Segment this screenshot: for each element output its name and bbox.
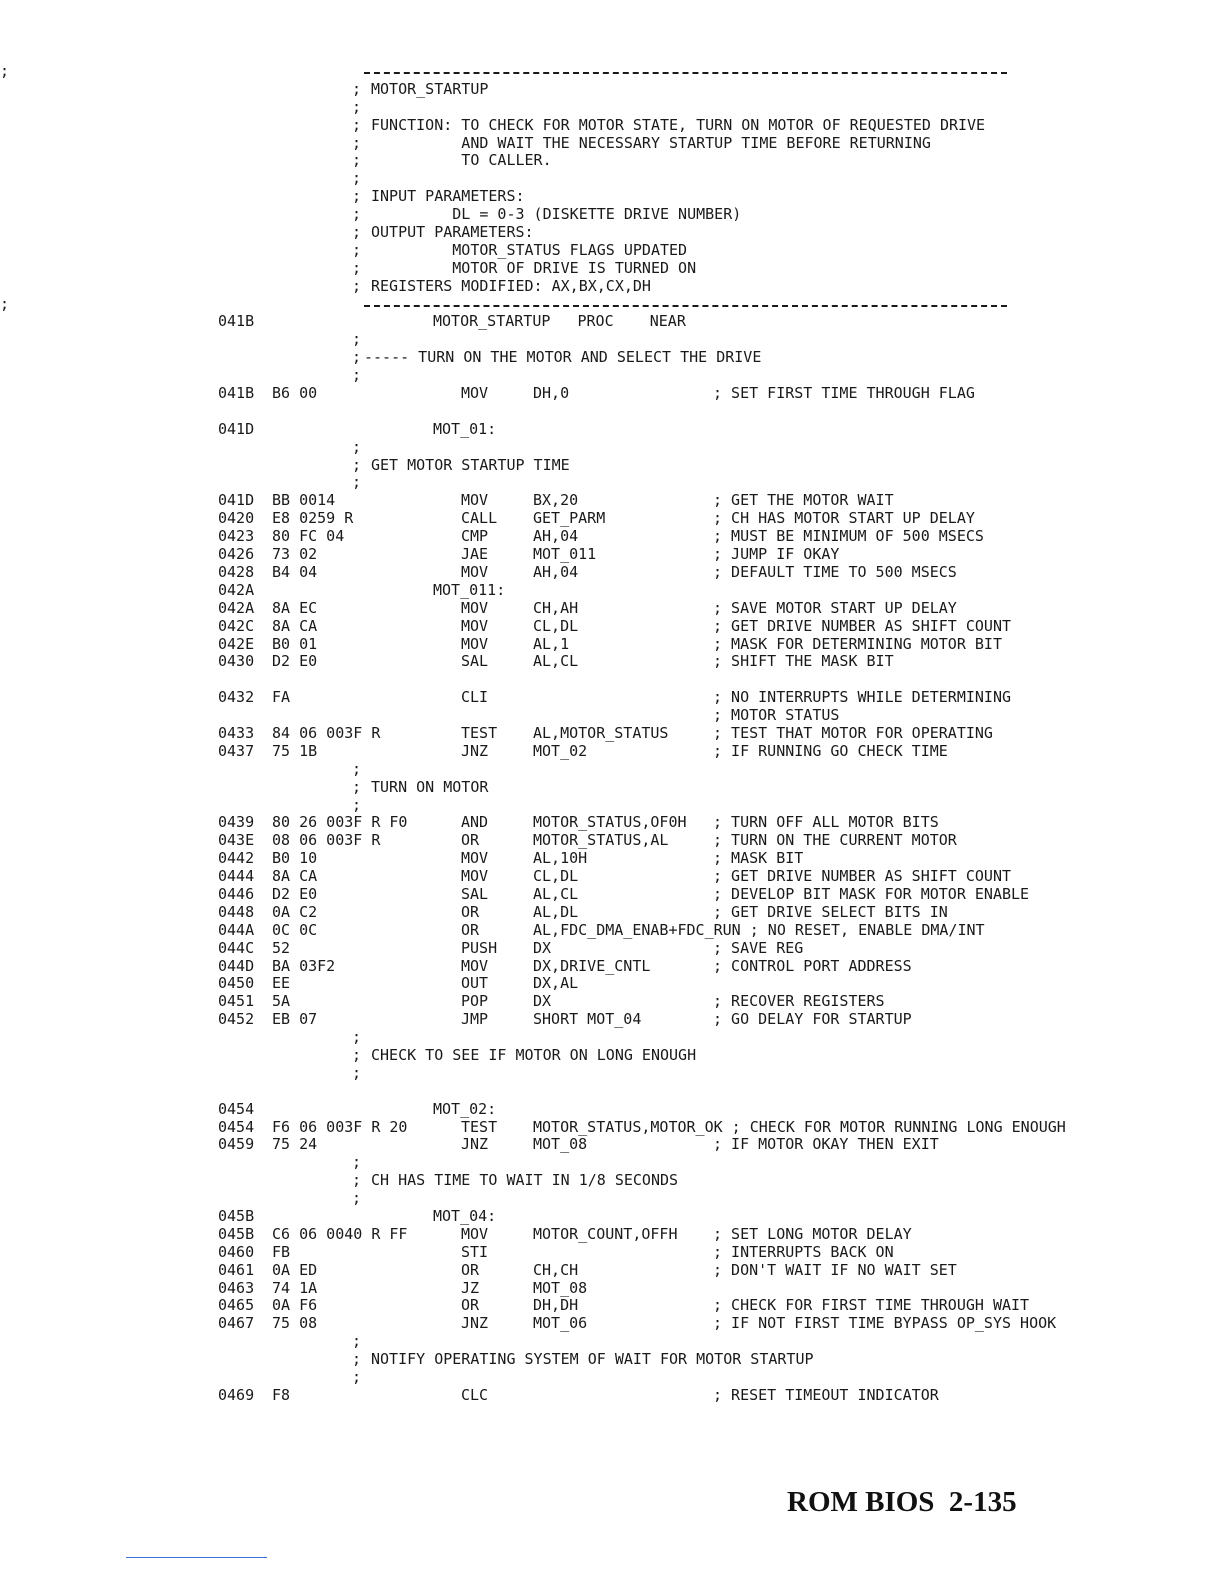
object-code: D2 E0 <box>272 884 318 903</box>
instruction-line <box>0 1262 1224 1280</box>
instruction-line <box>0 886 1224 904</box>
instruction-line <box>0 600 1224 618</box>
operand: AL,CL <box>533 884 579 903</box>
object-code: 8A CA <box>272 867 318 886</box>
address: 044D <box>218 956 255 975</box>
section-comment: ----- TURN ON THE MOTOR AND SELECT THE DRIVE <box>364 348 762 367</box>
address: 0428 <box>218 562 255 581</box>
mnemonic: MOV <box>461 491 489 510</box>
address: 0451 <box>218 992 255 1011</box>
instruction-line <box>0 546 1224 564</box>
address: 0460 <box>218 1242 255 1261</box>
instruction-line <box>0 618 1224 636</box>
section-comment: TURN ON MOTOR <box>371 777 489 796</box>
operand: AL,MOTOR_STATUS <box>533 723 669 742</box>
comment: ; GET DRIVE NUMBER AS SHIFT COUNT <box>713 867 1012 886</box>
label-line: 045B MOT_04: <box>218 1207 497 1225</box>
instruction-line <box>0 689 1224 707</box>
instruction-line <box>0 385 1224 403</box>
mnemonic: OR <box>461 902 480 921</box>
comment: ; GET DRIVE NUMBER AS SHIFT COUNT <box>713 616 1012 635</box>
address: 0444 <box>218 867 255 886</box>
mnemonic: JNZ <box>461 741 489 760</box>
object-code: 74 1A <box>272 1278 318 1297</box>
section-comment: CHECK TO SEE IF MOTOR ON LONG ENOUGH <box>371 1045 697 1064</box>
output-params-label: OUTPUT PARAMETERS: <box>371 223 534 242</box>
object-code: EB 07 <box>272 1010 318 1029</box>
operand: MOTOR_STATUS,AL <box>533 831 669 850</box>
mnemonic: JZ <box>461 1278 480 1297</box>
mnemonic: JNZ <box>461 1135 489 1154</box>
mnemonic: PUSH <box>461 938 498 957</box>
routine-title: MOTOR_STARTUP <box>371 79 489 98</box>
address: 045B <box>218 1224 255 1243</box>
operand: CH,AH <box>533 598 579 617</box>
mnemonic: MOV <box>461 956 489 975</box>
comment: ; CH HAS MOTOR START UP DELAY <box>713 509 975 528</box>
operand: DH,0 <box>533 384 570 403</box>
object-code: 0A ED <box>272 1260 318 1279</box>
comment: ; JUMP IF OKAY <box>713 545 840 564</box>
object-code: B6 00 <box>272 384 318 403</box>
instruction-line <box>0 832 1224 850</box>
address: 042C <box>218 616 255 635</box>
operand: AL,CL <box>533 652 579 671</box>
address: 0450 <box>218 974 255 993</box>
mnemonic: MOV <box>461 598 489 617</box>
address: 0448 <box>218 902 255 921</box>
instruction-line <box>0 707 1224 725</box>
section-comment: CH HAS TIME TO WAIT IN 1/8 SECONDS <box>371 1171 679 1190</box>
instruction-line <box>0 1119 1224 1137</box>
section-comment: NOTIFY OPERATING SYSTEM OF WAIT FOR MOTOR STARTUP <box>371 1350 814 1369</box>
instruction-line <box>0 850 1224 868</box>
dashed-separator: ; <box>0 63 1224 81</box>
address: 0432 <box>218 688 255 707</box>
address: 0452 <box>218 1010 255 1029</box>
instruction-line <box>0 743 1224 761</box>
comment: ; RECOVER REGISTERS <box>713 992 885 1011</box>
operand: MOTOR_STATUS,OF0H <box>533 813 687 832</box>
comment: ; GO DELAY FOR STARTUP <box>713 1010 912 1029</box>
object-code: 84 06 003F R <box>272 723 381 742</box>
mnemonic: JNZ <box>461 1314 489 1333</box>
object-code: BB 0014 <box>272 491 336 510</box>
address: 0459 <box>218 1135 255 1154</box>
instruction-line <box>0 510 1224 528</box>
mnemonic: CLI <box>461 688 489 707</box>
object-code: 08 06 003F R <box>272 831 381 850</box>
mnemonic: TEST <box>461 1117 498 1136</box>
operand: CL,DL <box>533 867 579 886</box>
address: 042E <box>218 634 255 653</box>
address: 0454 <box>218 1117 255 1136</box>
instruction-line <box>0 814 1224 832</box>
operand: SHORT MOT_04 <box>533 1010 642 1029</box>
instruction-line <box>0 564 1224 582</box>
mnemonic: OR <box>461 1260 480 1279</box>
label-line: 0454 MOT_02: <box>218 1099 497 1118</box>
instruction-line <box>0 940 1224 958</box>
mnemonic: MOV <box>461 562 489 581</box>
mnemonic: MOV <box>461 634 489 653</box>
address: 0446 <box>218 884 255 903</box>
mnemonic: OR <box>461 831 480 850</box>
function-line: TO CALLER. <box>371 151 552 170</box>
operand-with-comment: MOTOR_STATUS,MOTOR_OK ; CHECK FOR MOTOR RUNNING LONG ENOUGH <box>533 1117 1066 1136</box>
proc-line: 041B MOTOR_STARTUP PROC NEAR <box>218 312 686 331</box>
comment: ; DON'T WAIT IF NO WAIT SET <box>713 1260 957 1279</box>
object-code: B4 04 <box>272 562 318 581</box>
instruction-line <box>0 975 1224 993</box>
mnemonic: MOV <box>461 867 489 886</box>
address: 044C <box>218 938 255 957</box>
address: 0469 <box>218 1385 255 1404</box>
operand-with-comment: AL,FDC_DMA_ENAB+FDC_RUN ; NO RESET, ENABLE DMA/INT <box>533 920 985 939</box>
object-code: 0A F6 <box>272 1296 318 1315</box>
object-code: B0 01 <box>272 634 318 653</box>
operand: GET_PARM <box>533 509 606 528</box>
assembly-listing: ; ; MOTOR_STARTUP ; ; FUNCTION: TO CHECK FOR MOTOR STATE, TURN ON MOTOR OF REQUESTED DRIVE ; AND WAIT THE NECESSARY STARTUP TIME BEFORE RETURNING ; TO CALLER. ; ; INPUT PARAMETERS: ; DL = 0-3 (DISKETTE DRIVE NUMBER) ; OUTPUT PARAMETERS: ; MOTOR_STATUS FLAGS UPDATED ; MOTOR OF DRIVE IS TURNED ON ; REGISTERS MODIFIED: AX,BX,CX,DH ; 041B MOTOR_STARTUP PROC NEAR ; ; ----- TURN ON THE MOTOR AND SELECT THE DRIVE ; 041B B6 00 MOV DH,0 ; SET FIRST TIME THROUGH FLAG 041D MOT_01: ; ; GET MOTOR STARTUP TIME ; 041D BB 0014 MOV BX,20 ; GET THE MOTOR WAIT 0420 E8 0259 R CALL GET_PARM ; CH HAS MOTOR START UP DELAY 0423 80 FC 04 CMP AH,04 ; MUST BE MINIMUM OF 500 MSECS 0426 73 02 JAE MOT_011 ; JUMP IF OKAY 0428 B4 04 MOV AH,04 ; DEFAULT TIME TO 500 MSECS 042A MOT_011: 042A 8A EC MOV CH,AH ; SAVE MOTOR START UP DELAY 042C 8A CA MOV CL,DL ; GET DRIVE NUMBER AS SHIFT COUNT 042E B0 01 MOV AL,1 ; MASK FOR DETERMINING MOTOR BIT 0430 D2 E0 SAL AL,CL ; SHIFT THE MASK BIT 0432 FA CLI ; NO INTERRUPTS WHILE DETERMINING ; MOTOR STATUS 0433 84 06 003F R TEST AL,MOTOR_STATUS ; TEST THAT MOTOR FOR OPERATING 0437 75 1B JNZ MOT_02 ; IF RUNNING GO CHECK TIME ; ; TURN ON MOTOR ; 0439 80 26 003F R F0 AND MOTOR_STATUS,OF0H ; TURN OFF ALL MOTOR BITS 043E 08 06 003F R OR MOTOR_STATUS,AL ; TURN ON THE CURRENT MOTOR 0442 B0 10 MOV AL,10H ; MASK BIT 0444 8A CA MOV CL,DL ; GET DRIVE NUMBER AS SHIFT COUNT 0446 D2 E0 SAL AL,CL ; DEVELOP BIT MASK FOR MOTOR ENABLE 0448 0A C2 OR AL,DL ; GET DRIVE SELECT BITS IN 044A 0C 0C OR AL,FDC_DMA_ENAB+FDC_RUN ; NO RESET, ENABLE DMA/INT 044C 52 PUSH DX ; SAVE REG 044D BA 03F2 MOV DX,DRIVE_CNTL ; CONTROL PORT ADDRESS 0450 EE OUT DX,AL 0451 5A POP DX ; RECOVER REGISTERS 0452 EB 07 JMP SHORT MOT_04 ; GO DELAY FOR STARTUP ; ; CHECK TO SEE IF MOTOR ON LONG ENOUGH ; 0454 MOT_02: 0454 F6 06 003F R 20 TEST MOTOR_STATUS,MOTOR_OK ; CHECK FOR MOTOR RUNNING LONG ENOUGH 0459 75 24 JNZ MOT_08 ; IF MOTOR OKAY THEN EXIT ; ; CH HAS TIME TO WAIT IN 1/8 SECONDS ; 045B MOT_04: 045B C6 06 0040 R FF MOV MOTOR_COUNT,OFFH ; SET LONG MOTOR DELAY 0460 FB STI ; INTERRUPTS BACK ON 0461 0A ED OR CH,CH ; DON'T WAIT IF NO WAIT SET 0463 74 1A JZ MOT_08 0465 0A F6 OR DH,DH ; CHECK FOR FIRST TIME THROUGH WAIT 0467 75 08 JNZ MOT_06 ; IF NOT FIRST TIME BYPASS OP_SYS HOOK ; ; NOTIFY OPERATING SYSTEM OF WAIT FOR MOTOR STARTUP ; 0469 F8 CLC ; RESET TIMEOUT INDICATOR <box>0 63 1224 1405</box>
instruction-line <box>0 1226 1224 1244</box>
object-code: BA 03F2 <box>272 956 336 975</box>
address: 043E <box>218 831 255 850</box>
instruction-line <box>0 725 1224 743</box>
instruction-line <box>0 653 1224 671</box>
operand: MOT_02 <box>533 741 588 760</box>
mnemonic: CALL <box>461 509 498 528</box>
mnemonic: CLC <box>461 1385 489 1404</box>
operand: DX,DRIVE_CNTL <box>533 956 651 975</box>
mnemonic: CMP <box>461 527 489 546</box>
object-code: 75 1B <box>272 741 318 760</box>
operand: CL,DL <box>533 616 579 635</box>
comment: ; INTERRUPTS BACK ON <box>713 1242 894 1261</box>
input-param: DL = 0-3 (DISKETTE DRIVE NUMBER) <box>371 205 742 224</box>
input-params-label: INPUT PARAMETERS: <box>371 187 525 206</box>
object-code: B0 10 <box>272 849 318 868</box>
comment: ; IF MOTOR OKAY THEN EXIT <box>713 1135 939 1154</box>
mnemonic: STI <box>461 1242 489 1261</box>
mnemonic: POP <box>461 992 489 1011</box>
instruction-line <box>0 1011 1224 1029</box>
comment: ; DEVELOP BIT MASK FOR MOTOR ENABLE <box>713 884 1030 903</box>
comment: ; SET FIRST TIME THROUGH FLAG <box>713 384 975 403</box>
operand: AL,DL <box>533 902 579 921</box>
comment: ; RESET TIMEOUT INDICATOR <box>713 1385 939 1404</box>
mnemonic: MOV <box>461 1224 489 1243</box>
mnemonic: MOV <box>461 616 489 635</box>
function-line: FUNCTION: TO CHECK FOR MOTOR STATE, TURN ON MOTOR OF REQUESTED DRIVE <box>371 115 986 134</box>
mnemonic: SAL <box>461 884 489 903</box>
comment: ; TEST THAT MOTOR FOR OPERATING <box>713 723 993 742</box>
object-code: 80 FC 04 <box>272 527 345 546</box>
comment: ; TURN ON THE CURRENT MOTOR <box>713 831 957 850</box>
instruction-line <box>0 492 1224 510</box>
instruction-line <box>0 1136 1224 1154</box>
mnemonic: JMP <box>461 1010 489 1029</box>
mnemonic: OR <box>461 1296 480 1315</box>
instruction-line <box>0 904 1224 922</box>
object-code: F8 <box>272 1385 291 1404</box>
instruction-line <box>0 1244 1224 1262</box>
operand: DX <box>533 992 552 1011</box>
mnemonic: AND <box>461 813 489 832</box>
comment: ; GET THE MOTOR WAIT <box>713 491 894 510</box>
comment: ; IF RUNNING GO CHECK TIME <box>713 741 948 760</box>
comment: ; SAVE MOTOR START UP DELAY <box>713 598 957 617</box>
object-code: EE <box>272 974 291 993</box>
label-line: 041D MOT_01: <box>218 419 497 438</box>
object-code: F6 06 003F R 20 <box>272 1117 408 1136</box>
operand: MOT_06 <box>533 1314 588 1333</box>
object-code: 0A C2 <box>272 902 318 921</box>
object-code: FA <box>272 688 291 707</box>
mnemonic: MOV <box>461 849 489 868</box>
object-code: D2 E0 <box>272 652 318 671</box>
address: 041D <box>218 491 255 510</box>
object-code: 80 26 003F R F0 <box>272 813 408 832</box>
comment: ; IF NOT FIRST TIME BYPASS OP_SYS HOOK <box>713 1314 1057 1333</box>
mnemonic: OUT <box>461 974 489 993</box>
function-line: AND WAIT THE NECESSARY STARTUP TIME BEFORE RETURNING <box>371 133 931 152</box>
object-code: 8A EC <box>272 598 318 617</box>
address: 0420 <box>218 509 255 528</box>
address: 042A <box>218 598 255 617</box>
address: 0430 <box>218 652 255 671</box>
comment: ; CHECK FOR FIRST TIME THROUGH WAIT <box>713 1296 1030 1315</box>
operand: AL,1 <box>533 634 570 653</box>
mnemonic: TEST <box>461 723 498 742</box>
operand: AH,04 <box>533 562 579 581</box>
instruction-line <box>0 922 1224 940</box>
instruction-line <box>0 1387 1224 1405</box>
output-param: MOTOR_STATUS FLAGS UPDATED <box>371 240 688 259</box>
address: 0439 <box>218 813 255 832</box>
instruction-line <box>0 636 1224 654</box>
comment: ; MOTOR STATUS <box>713 706 840 725</box>
comment: ; CONTROL PORT ADDRESS <box>713 956 912 975</box>
address: 044A <box>218 920 255 939</box>
operand: AL,10H <box>533 849 588 868</box>
operand: AH,04 <box>533 527 579 546</box>
object-code: 8A CA <box>272 616 318 635</box>
section-comment: ; <box>352 348 362 367</box>
address: 0461 <box>218 1260 255 1279</box>
instruction-line <box>0 528 1224 546</box>
object-code: 52 <box>272 938 291 957</box>
instruction-line <box>0 993 1224 1011</box>
registers-modified: REGISTERS MODIFIED: AX,BX,CX,DH <box>371 276 651 295</box>
instruction-line <box>0 868 1224 886</box>
operand: CH,CH <box>533 1260 579 1279</box>
comment: ; MUST BE MINIMUM OF 500 MSECS <box>713 527 984 546</box>
operand: MOTOR_COUNT,OFFH <box>533 1224 678 1243</box>
object-code: 5A <box>272 992 291 1011</box>
operand: MOT_011 <box>533 545 597 564</box>
comment: ; SHIFT THE MASK BIT <box>713 652 894 671</box>
comment: ; MASK FOR DETERMINING MOTOR BIT <box>713 634 1002 653</box>
object-code: E8 0259 R <box>272 509 354 528</box>
address: 0442 <box>218 849 255 868</box>
instruction-line <box>0 958 1224 976</box>
object-code: FB <box>272 1242 291 1261</box>
comment: ; GET DRIVE SELECT BITS IN <box>713 902 948 921</box>
operand: DX <box>533 938 552 957</box>
operand: DX,AL <box>533 974 579 993</box>
section-comment: GET MOTOR STARTUP TIME <box>371 455 570 474</box>
mnemonic: JAE <box>461 545 489 564</box>
object-code: C6 06 0040 R FF <box>272 1224 408 1243</box>
operand: MOT_08 <box>533 1135 588 1154</box>
object-code: 0C 0C <box>272 920 318 939</box>
address: 0423 <box>218 527 255 546</box>
address: 0437 <box>218 741 255 760</box>
footer-rule <box>126 1557 267 1558</box>
comment: ; TURN OFF ALL MOTOR BITS <box>713 813 939 832</box>
object-code: 75 24 <box>272 1135 318 1154</box>
page-footer: ROM BIOS 2-135 <box>787 1486 1017 1518</box>
operand: BX,20 <box>533 491 579 510</box>
operand: MOT_08 <box>533 1278 588 1297</box>
address: 041B <box>218 384 255 403</box>
address: 0465 <box>218 1296 255 1315</box>
comment: ; NO INTERRUPTS WHILE DETERMINING <box>713 688 1012 707</box>
object-code: 73 02 <box>272 545 318 564</box>
instruction-line <box>0 1315 1224 1333</box>
instruction-line <box>0 1297 1224 1315</box>
address: 0426 <box>218 545 255 564</box>
comment: ; DEFAULT TIME TO 500 MSECS <box>713 562 957 581</box>
address: 0433 <box>218 723 255 742</box>
instruction-line <box>0 1280 1224 1298</box>
address: 0467 <box>218 1314 255 1333</box>
object-code: 75 08 <box>272 1314 318 1333</box>
dashed-separator: ; <box>0 296 1224 314</box>
mnemonic: MOV <box>461 384 489 403</box>
label-line: 042A MOT_011: <box>218 580 506 599</box>
comment: ; MASK BIT <box>713 849 804 868</box>
mnemonic: SAL <box>461 652 489 671</box>
output-param: MOTOR OF DRIVE IS TURNED ON <box>371 258 697 277</box>
address: 0463 <box>218 1278 255 1297</box>
operand: DH,DH <box>533 1296 579 1315</box>
comment: ; SET LONG MOTOR DELAY <box>713 1224 912 1243</box>
mnemonic: OR <box>461 920 480 939</box>
comment: ; SAVE REG <box>713 938 804 957</box>
